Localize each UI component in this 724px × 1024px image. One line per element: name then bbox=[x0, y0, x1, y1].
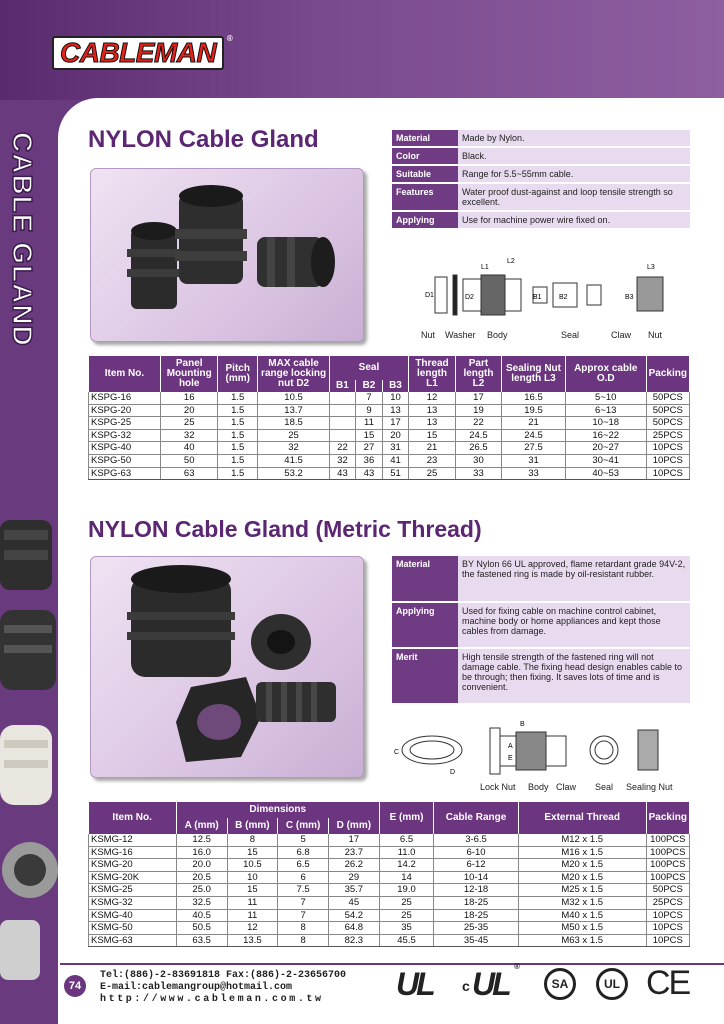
side-gland-image-4 bbox=[2, 842, 58, 898]
table-cell: 25PCS bbox=[646, 896, 689, 909]
table-cell: 50PCS bbox=[646, 404, 689, 417]
table-cell: 40 bbox=[161, 442, 218, 455]
table-cell: 19 bbox=[455, 404, 501, 417]
table-cell: 64.8 bbox=[328, 922, 379, 935]
table-cell: 50 bbox=[161, 454, 218, 467]
table-cell: 1.5 bbox=[218, 404, 258, 417]
section2-spec-table bbox=[392, 556, 690, 705]
ul-listed-mark: UL bbox=[596, 968, 628, 1000]
section1-parts-diagram bbox=[415, 255, 675, 325]
table-cell: 13.5 bbox=[227, 934, 278, 947]
table-cell: 32 bbox=[329, 454, 356, 467]
table-cell: 17 bbox=[455, 392, 501, 404]
section2-parts-diagram bbox=[392, 718, 692, 780]
table-cell: 11 bbox=[227, 909, 278, 922]
section2-product-photo bbox=[90, 556, 364, 778]
side-title bbox=[6, 132, 46, 372]
table-cell: 30~41 bbox=[565, 454, 646, 467]
table-row bbox=[89, 404, 690, 417]
table-row bbox=[89, 934, 690, 947]
col-approx: Approx cable O.D bbox=[565, 356, 646, 392]
spec-value: Range for 5.5~55mm cable. bbox=[458, 165, 690, 183]
table-cell: 20.0 bbox=[176, 859, 227, 872]
table-row bbox=[89, 392, 690, 404]
dim-l1: L1 bbox=[481, 264, 489, 271]
table-cell: 5 bbox=[278, 834, 329, 846]
spec-row-material bbox=[392, 130, 690, 147]
ul-recognized-mark: UL bbox=[396, 966, 433, 1002]
diagram-label-body: Body bbox=[528, 782, 549, 792]
diagram-label-nut-2: Nut bbox=[648, 330, 663, 340]
table-cell: M16 x 1.5 bbox=[518, 846, 646, 859]
table-cell: 20~27 bbox=[565, 442, 646, 455]
table-cell: 17 bbox=[328, 834, 379, 846]
table-cell: 16.0 bbox=[176, 846, 227, 859]
table-cell: KSMG-63 bbox=[89, 934, 177, 947]
side-gland-image-3 bbox=[0, 725, 52, 805]
table-row bbox=[89, 467, 690, 480]
table-cell: 10.5 bbox=[227, 859, 278, 872]
table-cell: 14.2 bbox=[379, 859, 434, 872]
spec-row-applying bbox=[392, 602, 690, 648]
table-cell: 1.5 bbox=[218, 442, 258, 455]
table-cell: 10-14 bbox=[434, 871, 518, 884]
table-cell: 31 bbox=[502, 454, 566, 467]
table-cell: 32 bbox=[258, 442, 329, 455]
metric-gland-image bbox=[91, 557, 363, 777]
table-row bbox=[89, 429, 690, 442]
table-cell: 20 bbox=[161, 404, 218, 417]
diagram-label-claw: Claw bbox=[556, 782, 577, 792]
table-cell: 43 bbox=[356, 467, 383, 480]
table-cell: 8 bbox=[278, 934, 329, 947]
table-cell: KSMG-25 bbox=[89, 884, 177, 897]
dim-d: D bbox=[450, 769, 456, 776]
col-item: Item No. bbox=[89, 356, 161, 392]
table-cell: 14 bbox=[379, 871, 434, 884]
table-cell: 6~13 bbox=[565, 404, 646, 417]
spec-value: High tensile strength of the fastened ring will not damage cable. The fixing head design enables cable to be through; then fixing. It saves lots of time and is convenient. bbox=[458, 648, 690, 704]
col-panel: Panel Mounting hole bbox=[161, 356, 218, 392]
logo-reg-mark: ® bbox=[226, 34, 233, 43]
table-cell: 36 bbox=[356, 454, 383, 467]
table-row bbox=[89, 846, 690, 859]
spec-row-features bbox=[392, 183, 690, 211]
table-cell: M20 x 1.5 bbox=[518, 871, 646, 884]
table-cell: 7 bbox=[278, 909, 329, 922]
table-cell: 11 bbox=[356, 417, 383, 430]
col-sealing-nut: Sealing Nut length L3 bbox=[502, 356, 566, 392]
spec-label: Applying bbox=[392, 211, 458, 229]
table-cell: M40 x 1.5 bbox=[518, 909, 646, 922]
table-cell: 12.5 bbox=[176, 834, 227, 846]
col-b2: B2 bbox=[356, 380, 383, 392]
table-cell bbox=[329, 417, 356, 430]
table-cell: 63.5 bbox=[176, 934, 227, 947]
table-cell: 8 bbox=[278, 922, 329, 935]
table-cell bbox=[329, 392, 356, 404]
table-cell: 31 bbox=[382, 442, 409, 455]
csa-mark: SA bbox=[544, 968, 576, 1000]
dim-b3: B3 bbox=[625, 294, 634, 301]
table-cell: 10PCS bbox=[646, 467, 689, 480]
table-cell: 11.0 bbox=[379, 846, 434, 859]
table-cell: 22 bbox=[329, 442, 356, 455]
spec-value: Water proof dust-against and loop tensile strength so excellent. bbox=[458, 183, 690, 211]
table-row bbox=[89, 859, 690, 872]
table-cell: 16~22 bbox=[565, 429, 646, 442]
col-b3: B3 bbox=[382, 380, 409, 392]
table-cell: 18-25 bbox=[434, 909, 518, 922]
side-gland-image-1 bbox=[0, 520, 52, 590]
table-row bbox=[89, 896, 690, 909]
spec-label: Applying bbox=[392, 602, 458, 648]
dim-d2: D2 bbox=[465, 294, 474, 301]
table-cell: KSMG-16 bbox=[89, 846, 177, 859]
table-cell: 16.5 bbox=[502, 392, 566, 404]
table-cell: KSPG-16 bbox=[89, 392, 161, 404]
spec-row-material bbox=[392, 556, 690, 602]
table-cell: 40~53 bbox=[565, 467, 646, 480]
table-cell: 10PCS bbox=[646, 934, 689, 947]
cableman-logo bbox=[52, 34, 233, 70]
ce-mark: CE bbox=[646, 964, 690, 1002]
spec-label: Material bbox=[392, 556, 458, 602]
table-cell: 41 bbox=[382, 454, 409, 467]
table-cell: 33 bbox=[455, 467, 501, 480]
table-cell: 43 bbox=[329, 467, 356, 480]
spec-label: Material bbox=[392, 130, 458, 147]
table-cell: M63 x 1.5 bbox=[518, 934, 646, 947]
table-cell: KSPG-32 bbox=[89, 429, 161, 442]
diagram-label-seal: Seal bbox=[561, 330, 580, 340]
table-cell: KSMG-32 bbox=[89, 896, 177, 909]
table-cell: 7.5 bbox=[278, 884, 329, 897]
table-row bbox=[89, 417, 690, 430]
table-cell: 13 bbox=[409, 404, 456, 417]
table-cell: 6-12 bbox=[434, 859, 518, 872]
table-cell: 10 bbox=[382, 392, 409, 404]
table-cell: M32 x 1.5 bbox=[518, 896, 646, 909]
contact-website[interactable]: http://www.cableman.com.tw bbox=[100, 994, 324, 1005]
table-cell: KSMG-50 bbox=[89, 922, 177, 935]
table-cell: 50.5 bbox=[176, 922, 227, 935]
table-cell: 30 bbox=[455, 454, 501, 467]
cul-c-mark: c bbox=[462, 978, 470, 994]
table-cell: 21 bbox=[502, 417, 566, 430]
diagram-label-seal: Seal bbox=[595, 782, 614, 792]
table-cell: 20 bbox=[382, 429, 409, 442]
col-dimensions: Dimensions bbox=[176, 802, 379, 818]
dim-a: A bbox=[508, 743, 513, 750]
table-cell: 41.5 bbox=[258, 454, 329, 467]
table-cell: 54.2 bbox=[328, 909, 379, 922]
table-cell: 15 bbox=[409, 429, 456, 442]
table-cell: 11 bbox=[227, 896, 278, 909]
side-gland-image-2 bbox=[0, 610, 56, 690]
table-cell: 1.5 bbox=[218, 454, 258, 467]
dim-e: E bbox=[508, 755, 513, 762]
table-cell: 100PCS bbox=[646, 846, 689, 859]
table-cell: 13.7 bbox=[258, 404, 329, 417]
table-cell: KSMG-20K bbox=[89, 871, 177, 884]
section2-table-body bbox=[89, 834, 690, 947]
col-cable-range: Cable Range bbox=[434, 802, 518, 834]
table-cell: 10PCS bbox=[646, 909, 689, 922]
col-pitch: Pitch (mm) bbox=[218, 356, 258, 392]
table-cell: 7 bbox=[278, 896, 329, 909]
spec-value: Made by Nylon. bbox=[458, 130, 690, 147]
table-cell: 12 bbox=[409, 392, 456, 404]
spec-label: Merit bbox=[392, 648, 458, 704]
col-packing: Packing bbox=[646, 356, 689, 392]
spec-value: Black. bbox=[458, 147, 690, 165]
table-cell: 17 bbox=[382, 417, 409, 430]
page-number: 74 bbox=[64, 975, 86, 997]
table-cell: 26.5 bbox=[455, 442, 501, 455]
table-cell: 12 bbox=[227, 922, 278, 935]
col-d: D (mm) bbox=[328, 818, 379, 834]
table-row bbox=[89, 909, 690, 922]
table-cell: 50PCS bbox=[646, 884, 689, 897]
dim-l2: L2 bbox=[507, 258, 515, 265]
table-cell: KSPG-20 bbox=[89, 404, 161, 417]
table-row bbox=[89, 871, 690, 884]
table-cell: 19.0 bbox=[379, 884, 434, 897]
table-cell: 6 bbox=[278, 871, 329, 884]
table-cell: 8 bbox=[227, 834, 278, 846]
spec-label: Color bbox=[392, 147, 458, 165]
table-cell: KSMG-20 bbox=[89, 859, 177, 872]
table-cell: 10.5 bbox=[258, 392, 329, 404]
table-cell: 10~18 bbox=[565, 417, 646, 430]
table-cell: 25 bbox=[258, 429, 329, 442]
side-gland-image-5 bbox=[0, 920, 40, 980]
section1-data-table bbox=[88, 356, 690, 480]
diagram-label-nut: Nut bbox=[421, 330, 436, 340]
section1-title: NYLON Cable Gland bbox=[88, 126, 319, 153]
spec-value: BY Nylon 66 UL approved, flame retardant grade 94V-2, the fastened ring is made by oil-resistant rubber. bbox=[458, 556, 690, 602]
table-cell: 35.7 bbox=[328, 884, 379, 897]
table-cell: 6.5 bbox=[379, 834, 434, 846]
table-cell: 35-45 bbox=[434, 934, 518, 947]
table-cell: 6.5 bbox=[278, 859, 329, 872]
table-cell: 9 bbox=[356, 404, 383, 417]
table-row bbox=[89, 884, 690, 897]
table-cell: 1.5 bbox=[218, 417, 258, 430]
side-product-images bbox=[0, 510, 60, 990]
table-cell: 3-6.5 bbox=[434, 834, 518, 846]
table-cell: 20.5 bbox=[176, 871, 227, 884]
cul-recognized-mark: UL bbox=[472, 966, 509, 1002]
table-row bbox=[89, 834, 690, 846]
logo-text: CABLEMAN bbox=[60, 37, 217, 68]
table-cell: 25.0 bbox=[176, 884, 227, 897]
dim-b2: B2 bbox=[559, 294, 568, 301]
dim-d1: D1 bbox=[425, 292, 434, 299]
table-cell: 21 bbox=[409, 442, 456, 455]
spec-row-suitable bbox=[392, 165, 690, 183]
table-cell: 27 bbox=[356, 442, 383, 455]
table-cell: 1.5 bbox=[218, 429, 258, 442]
table-cell: 15 bbox=[227, 846, 278, 859]
table-cell: KSPG-25 bbox=[89, 417, 161, 430]
table-row bbox=[89, 442, 690, 455]
section2-data-table bbox=[88, 802, 690, 947]
col-external-thread: External Thread bbox=[518, 802, 646, 834]
table-row bbox=[89, 454, 690, 467]
table-cell: 82.3 bbox=[328, 934, 379, 947]
table-cell: KSPG-40 bbox=[89, 442, 161, 455]
table-cell: 13 bbox=[409, 417, 456, 430]
table-cell: 1.5 bbox=[218, 392, 258, 404]
table-cell: M25 x 1.5 bbox=[518, 884, 646, 897]
dim-l3: L3 bbox=[647, 264, 655, 271]
spec-value: Used for fixing cable on machine control cabinet, machine body or home appliances and kept those cables from damage. bbox=[458, 602, 690, 648]
diagram-label-body: Body bbox=[487, 330, 508, 340]
table-cell: 27.5 bbox=[502, 442, 566, 455]
table-cell: 7 bbox=[356, 392, 383, 404]
table-cell: 5~10 bbox=[565, 392, 646, 404]
spec-label: Suitable bbox=[392, 165, 458, 183]
dim-c: C bbox=[394, 749, 400, 756]
table-cell: 10PCS bbox=[646, 442, 689, 455]
table-cell: 10 bbox=[227, 871, 278, 884]
table-cell: KSPG-50 bbox=[89, 454, 161, 467]
table-cell: 23 bbox=[409, 454, 456, 467]
col-thread: Thread length L1 bbox=[409, 356, 456, 392]
table-cell: 25PCS bbox=[646, 429, 689, 442]
table-cell: 22 bbox=[455, 417, 501, 430]
table-cell: M20 x 1.5 bbox=[518, 859, 646, 872]
footer-divider bbox=[60, 963, 724, 965]
table-cell: 50PCS bbox=[646, 392, 689, 404]
table-cell: 51 bbox=[382, 467, 409, 480]
table-cell: 6.8 bbox=[278, 846, 329, 859]
table-cell: 35 bbox=[379, 922, 434, 935]
spec-value: Use for machine power wire fixed on. bbox=[458, 211, 690, 229]
diagram-label-lock-nut: Lock Nut bbox=[480, 782, 516, 792]
dim-b1: B1 bbox=[533, 294, 542, 301]
col-b1: B1 bbox=[329, 380, 356, 392]
section2-title: NYLON Cable Gland (Metric Thread) bbox=[88, 516, 482, 542]
dim-b: B bbox=[520, 721, 525, 728]
section1-product-photo bbox=[90, 168, 364, 342]
table-cell: KSMG-40 bbox=[89, 909, 177, 922]
table-cell: 15 bbox=[356, 429, 383, 442]
spec-label: Features bbox=[392, 183, 458, 211]
table-cell: 25 bbox=[161, 417, 218, 430]
table-cell: 25 bbox=[409, 467, 456, 480]
contact-email[interactable]: E-mail:cablemangroup@hotmail.com bbox=[100, 982, 293, 993]
table-cell: 6-10 bbox=[434, 846, 518, 859]
table-cell: 32.5 bbox=[176, 896, 227, 909]
diagram-label-claw: Claw bbox=[611, 330, 632, 340]
col-b: B (mm) bbox=[227, 818, 278, 834]
table-cell: 25 bbox=[379, 909, 434, 922]
table-cell: M12 x 1.5 bbox=[518, 834, 646, 846]
table-cell: 100PCS bbox=[646, 859, 689, 872]
table-cell bbox=[329, 429, 356, 442]
table-cell: 13 bbox=[382, 404, 409, 417]
col-a: A (mm) bbox=[176, 818, 227, 834]
col-packing: Packing bbox=[646, 802, 689, 834]
table-cell: 63 bbox=[161, 467, 218, 480]
col-seal: Seal bbox=[329, 356, 409, 380]
col-item: Item No. bbox=[89, 802, 177, 834]
table-cell: 26.2 bbox=[328, 859, 379, 872]
table-cell: 19.5 bbox=[502, 404, 566, 417]
spec-row-applying bbox=[392, 211, 690, 229]
col-max: MAX cable range locking nut D2 bbox=[258, 356, 329, 392]
col-c: C (mm) bbox=[278, 818, 329, 834]
nylon-gland-image bbox=[91, 169, 363, 341]
table-cell: 45.5 bbox=[379, 934, 434, 947]
table-cell: 53.2 bbox=[258, 467, 329, 480]
table-cell: 1.5 bbox=[218, 467, 258, 480]
table-cell: 24.5 bbox=[502, 429, 566, 442]
table-cell: KSPG-63 bbox=[89, 467, 161, 480]
table-cell: 12-18 bbox=[434, 884, 518, 897]
table-cell: 100PCS bbox=[646, 834, 689, 846]
table-cell: 32 bbox=[161, 429, 218, 442]
table-cell: M50 x 1.5 bbox=[518, 922, 646, 935]
table-cell: 25 bbox=[379, 896, 434, 909]
contact-block bbox=[100, 970, 346, 1006]
section1-table-body bbox=[89, 392, 690, 480]
table-cell: 33 bbox=[502, 467, 566, 480]
table-cell: 16 bbox=[161, 392, 218, 404]
col-e: E (mm) bbox=[379, 802, 434, 834]
table-cell: 40.5 bbox=[176, 909, 227, 922]
table-cell: 10PCS bbox=[646, 922, 689, 935]
table-cell: 15 bbox=[227, 884, 278, 897]
spec-row-color bbox=[392, 147, 690, 165]
contact-tel-fax: Tel:(886)-2-83691818 Fax:(886)-2-23656700 bbox=[100, 970, 347, 981]
col-part: Part length L2 bbox=[455, 356, 501, 392]
cul-reg-mark: ® bbox=[514, 962, 520, 971]
table-cell: 23.7 bbox=[328, 846, 379, 859]
table-cell: 24.5 bbox=[455, 429, 501, 442]
side-title-text: CABLE GLAND bbox=[7, 132, 38, 347]
table-cell: 18.5 bbox=[258, 417, 329, 430]
table-cell: 45 bbox=[328, 896, 379, 909]
spec-row-merit bbox=[392, 648, 690, 704]
diagram-label-sealing-nut: Sealing Nut bbox=[626, 782, 673, 792]
table-cell: 100PCS bbox=[646, 871, 689, 884]
table-cell: 29 bbox=[328, 871, 379, 884]
diagram-label-washer: Washer bbox=[445, 330, 476, 340]
table-cell: 18-25 bbox=[434, 896, 518, 909]
table-cell bbox=[329, 404, 356, 417]
table-cell: KSMG-12 bbox=[89, 834, 177, 846]
table-cell: 50PCS bbox=[646, 417, 689, 430]
table-row bbox=[89, 922, 690, 935]
table-cell: 10PCS bbox=[646, 454, 689, 467]
section1-spec-table bbox=[392, 130, 690, 230]
table-cell: 25-35 bbox=[434, 922, 518, 935]
